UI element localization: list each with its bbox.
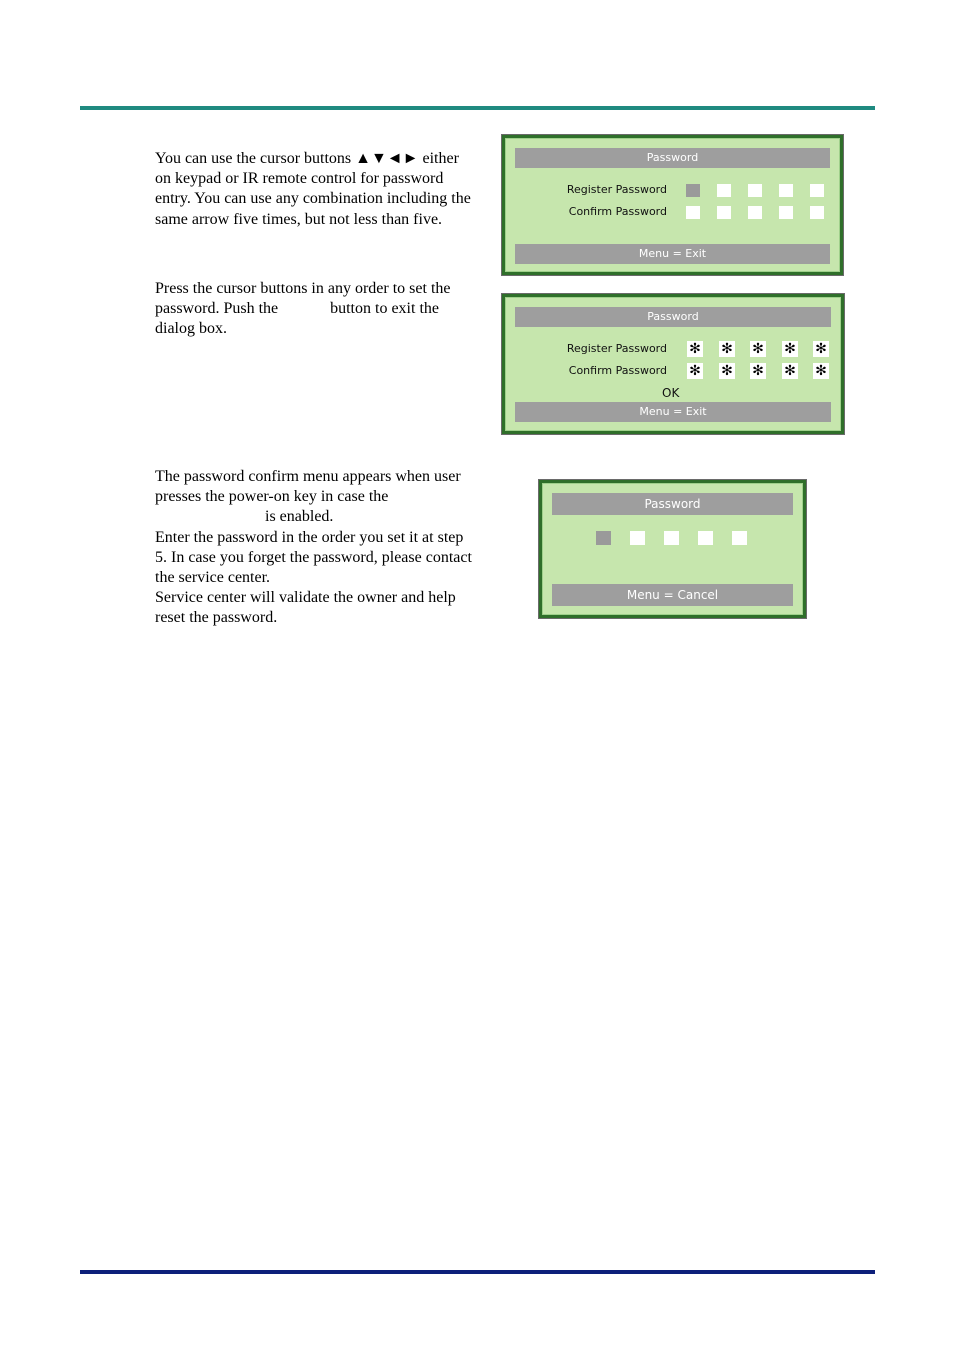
confirm-mask-3: ✻ xyxy=(750,363,766,379)
confirm-mask-2: ✻ xyxy=(719,363,735,379)
confirm-slot-5[interactable] xyxy=(810,206,824,219)
dialog-title-bar: Password xyxy=(515,148,830,168)
instruction-text-3a: The password confirm menu appears when user presses the power-on key in case the xyxy=(155,468,461,506)
instruction-text-2b: button to exit the dialog box. xyxy=(155,300,439,338)
menu-cancel-button[interactable]: Menu = Cancel xyxy=(552,584,793,606)
instruction-paragraph-3 xyxy=(155,467,475,629)
dialog-title-bar: Password xyxy=(515,307,831,327)
register-mask-4: ✻ xyxy=(782,341,798,357)
menu-exit-button[interactable]: Menu = Exit xyxy=(515,244,830,264)
password-dialog-filled xyxy=(502,294,844,434)
register-slot-1[interactable] xyxy=(686,184,700,197)
instruction-text-3 xyxy=(155,467,475,528)
confirm-mask-4: ✻ xyxy=(782,363,798,379)
instruction-text-3d: Service center will validate the owner and help reset the password. xyxy=(155,589,456,627)
menu-exit-button[interactable]: Menu = Exit xyxy=(515,402,831,422)
instruction-paragraph-2 xyxy=(155,279,475,340)
confirm-entry-slot-2[interactable] xyxy=(630,531,645,545)
confirm-entry-slot-3[interactable] xyxy=(664,531,679,545)
register-password-label: Register Password xyxy=(566,183,667,196)
footer-rule xyxy=(80,1270,875,1274)
register-slot-2[interactable] xyxy=(717,184,731,197)
register-mask-3: ✻ xyxy=(750,341,766,357)
instruction-text-2 xyxy=(155,279,475,340)
instruction-text-2a: Press the cursor buttons in any order to set the password. Push the xyxy=(155,280,451,318)
register-mask-1: ✻ xyxy=(687,341,703,357)
password-dialog-entry xyxy=(502,135,843,275)
confirm-mask-5: ✻ xyxy=(813,363,829,379)
instruction-text-1: You can use the cursor buttons ▲▼◄► either on keypad or IR remote control for password entry. You can use any combination including the same arrow five times, but not less than five. xyxy=(155,150,471,228)
confirm-mask-1: ✻ xyxy=(687,363,703,379)
register-slot-4[interactable] xyxy=(779,184,793,197)
instruction-paragraph-1 xyxy=(155,149,475,230)
confirm-slot-4[interactable] xyxy=(779,206,793,219)
password-confirm-dialog xyxy=(539,480,806,618)
header-rule xyxy=(80,106,875,110)
ok-status[interactable]: OK xyxy=(662,386,680,400)
confirm-password-label: Confirm Password xyxy=(568,205,667,218)
register-slot-3[interactable] xyxy=(748,184,762,197)
confirm-slot-1[interactable] xyxy=(686,206,700,219)
dialog-title-bar: Password xyxy=(552,493,793,515)
register-mask-2: ✻ xyxy=(719,341,735,357)
confirm-entry-slot-5[interactable] xyxy=(732,531,747,545)
instruction-text-3c: Enter the password in the order you set it at step 5. In case you forget the password, please contact the service center. xyxy=(155,528,472,587)
instruction-text-3b: is enabled. xyxy=(265,508,334,526)
confirm-entry-slot-4[interactable] xyxy=(698,531,713,545)
confirm-entry-slot-1[interactable] xyxy=(596,531,611,545)
confirm-password-label: Confirm Password xyxy=(568,364,667,377)
register-mask-5: ✻ xyxy=(813,341,829,357)
confirm-slot-3[interactable] xyxy=(748,206,762,219)
register-password-label: Register Password xyxy=(566,342,667,355)
confirm-slot-2[interactable] xyxy=(717,206,731,219)
register-slot-5[interactable] xyxy=(810,184,824,197)
